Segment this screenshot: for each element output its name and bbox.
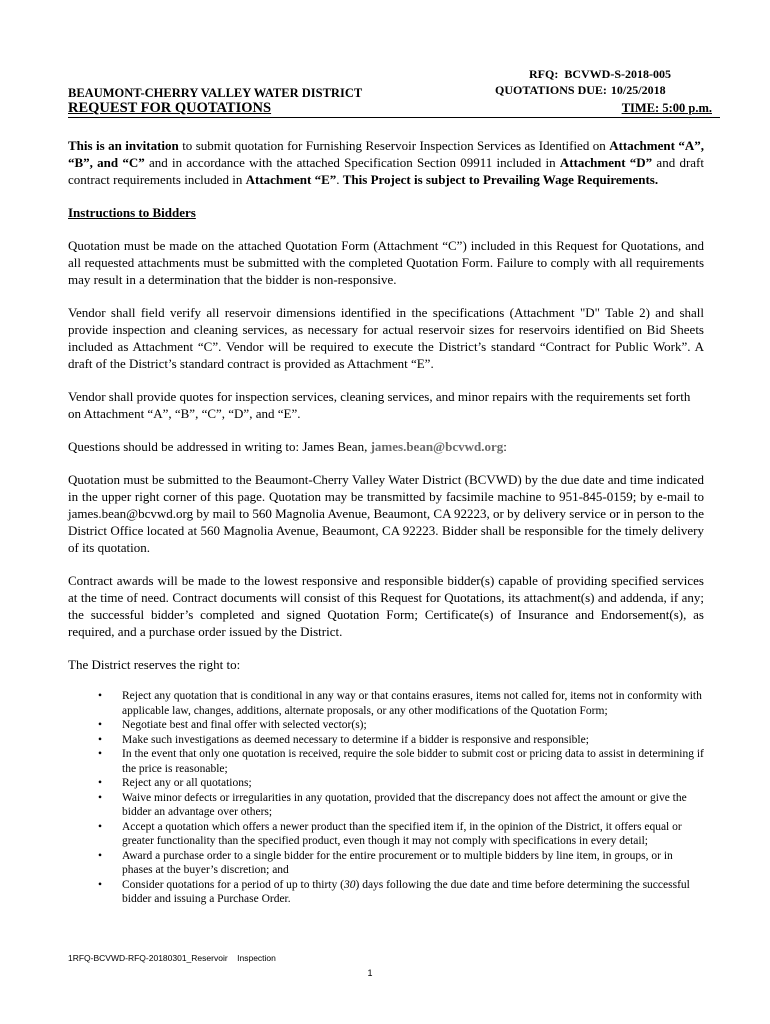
last-right-days: 30 xyxy=(343,878,356,891)
instructions-heading: Instructions to Bidders xyxy=(68,205,196,220)
list-item: • Reject any or all quotations; xyxy=(98,776,704,791)
district-name: BEAUMONT-CHERRY VALLEY WATER DISTRICT xyxy=(68,86,363,100)
paragraph-submission: Quotation must be submitted to the Beaumont-Cherry Valley Water District (BCVWD) by the due date and time indicated in the upper right corner of this page. Quotation may be transmitted by facsimile machine to 951-845-0159; by e-mail to james.bean@bcvwd.org by mail to 560 Magnolia Avenue, Beaumont, CA 92223, or by delivery service or in person to the District Office located at 560 Magnolia Avenue, Beaumont, CA 92223. Bidder shall be responsible for the timely delivery of its quotation. xyxy=(68,472,704,555)
footer-doc-id xyxy=(68,953,276,963)
footer-doc-suffix: Inspection xyxy=(237,953,276,963)
rfq-title-bar xyxy=(68,100,720,118)
questions-colon: : xyxy=(503,439,507,454)
paragraph-questions xyxy=(68,438,704,455)
intro-attachments-abc: Attachment “A”, “B”, and “C” xyxy=(68,138,704,170)
contact-email-link[interactable]: james.bean@bcvwd.org xyxy=(370,439,504,454)
rfq-number: BCVWD-S-2018-005 xyxy=(564,67,671,81)
rfq-label: RFQ: xyxy=(529,67,559,81)
footer-doc-name: 1RFQ-BCVWD-RFQ-20180301_Reservoir xyxy=(68,953,228,963)
intro-text-4: . xyxy=(336,172,343,187)
reserves-intro: The District reserves the right to: xyxy=(68,657,241,672)
intro-attachment-e: Attachment “E” xyxy=(245,172,337,187)
list-item: • Waive minor defects or irregularities in any quotation, provided that the discrepancy does not affect the amount or give the bidder an advantage over others; xyxy=(98,791,704,820)
last-right-text-2: ) days following the due date and time before determining the successful bidder and issuing a Purchase Order. xyxy=(122,878,690,905)
paragraph-contract-awards: Contract awards will be made to the lowest responsive and responsible bidder(s) capable of providing specified services at the time of need. Contract documents will consist of this Request for Quotations, its attachment(s) and addenda, if any; the successful bidder’s completed and signed Quotation Form; Certificate(s) of Insurance and Endorsement(s), as required, and a purchase order issued by the District. xyxy=(68,573,704,639)
list-item: • Make such investigations as deemed necessary to determine if a bidder is responsive and responsible; xyxy=(98,733,704,748)
prevailing-wage-notice: This Project is subject to Prevailing Wage Requirements. xyxy=(342,172,659,187)
time-value: 5:00 p.m. xyxy=(662,101,712,115)
rfq-number-line xyxy=(495,66,720,82)
intro-text-1: to submit quotation for Furnishing Reservoir Inspection Services as Identified on xyxy=(178,138,610,153)
time-line xyxy=(622,101,712,116)
paragraph-quotation-form: Quotation must be made on the attached Quotation Form (Attachment “C”) included in this Request for Quotations, and all requested attachments must be submitted with the completed Quotation Form. Failure to comply with all requirements may result in a determination that the bidder is non-responsive. xyxy=(68,238,704,287)
due-label: QUOTATIONS DUE: xyxy=(495,83,607,97)
time-label: TIME: xyxy=(621,101,660,115)
questions-text: Questions should be addressed in writing to: James Bean, xyxy=(68,439,371,454)
list-item xyxy=(98,878,704,907)
page-title: REQUEST FOR QUOTATIONS xyxy=(68,100,272,116)
paragraph-field-verify: Vendor shall field verify all reservoir dimensions identified in the specifications (Attachment "D" Table 2) and shall provide inspection and cleaning services, as necessary for actual reservoir sizes for reservoirs identified on Bid Sheets included as Attachment “C”. Vendor will be required to execute the District’s standard “Contract for Public Work”. A draft of the District’s standard contract is provided as Attachment “E”. xyxy=(68,305,704,371)
intro-paragraph xyxy=(68,137,704,188)
rights-list xyxy=(68,689,704,907)
intro-text-2: and in accordance with the attached Specification Section 09911 included in xyxy=(144,155,560,170)
list-item: • Award a purchase order to a single bidder for the entire procurement or to multiple bidders by line item, in groups, or in phases at the buyer’s discretion; and xyxy=(98,849,704,878)
intro-lead: This is an invitation xyxy=(68,138,179,153)
rfq-info-block xyxy=(495,66,720,98)
due-date: 10/25/2018 xyxy=(610,83,666,97)
due-date-line xyxy=(495,82,720,98)
intro-attachment-d: Attachment “D” xyxy=(559,155,653,170)
list-item: • Negotiate best and final offer with selected vector(s); xyxy=(98,718,704,733)
paragraph-quotes: Vendor shall provide quotes for inspection services, cleaning services, and minor repairs with the requirements set forth on Attachment “A”, “B”, “C”, “D”, and “E”. xyxy=(68,389,691,421)
list-item: • Reject any quotation that is conditional in any way or that contains erasures, items not called for, items not in conformity with applicable law, changes, additions, alternate proposals, or any other modifications of the Quotation Form; xyxy=(98,689,704,718)
list-item: • In the event that only one quotation is received, require the sole bidder to submit cost or pricing data to assist in determining if the price is reasonable; xyxy=(98,747,704,776)
page-number: 1 xyxy=(367,968,373,978)
list-item: • Accept a quotation which offers a newer product than the specified item if, in the opinion of the District, it offers equal or greater functionality than the specified product, even though it may not comply with specifications in every detail; xyxy=(98,820,704,849)
last-right-text-1: Consider quotations for a period of up to thirty ( xyxy=(122,878,344,891)
document-body xyxy=(68,137,704,907)
intro-text-3: and draft contract requirements included in xyxy=(68,155,704,187)
